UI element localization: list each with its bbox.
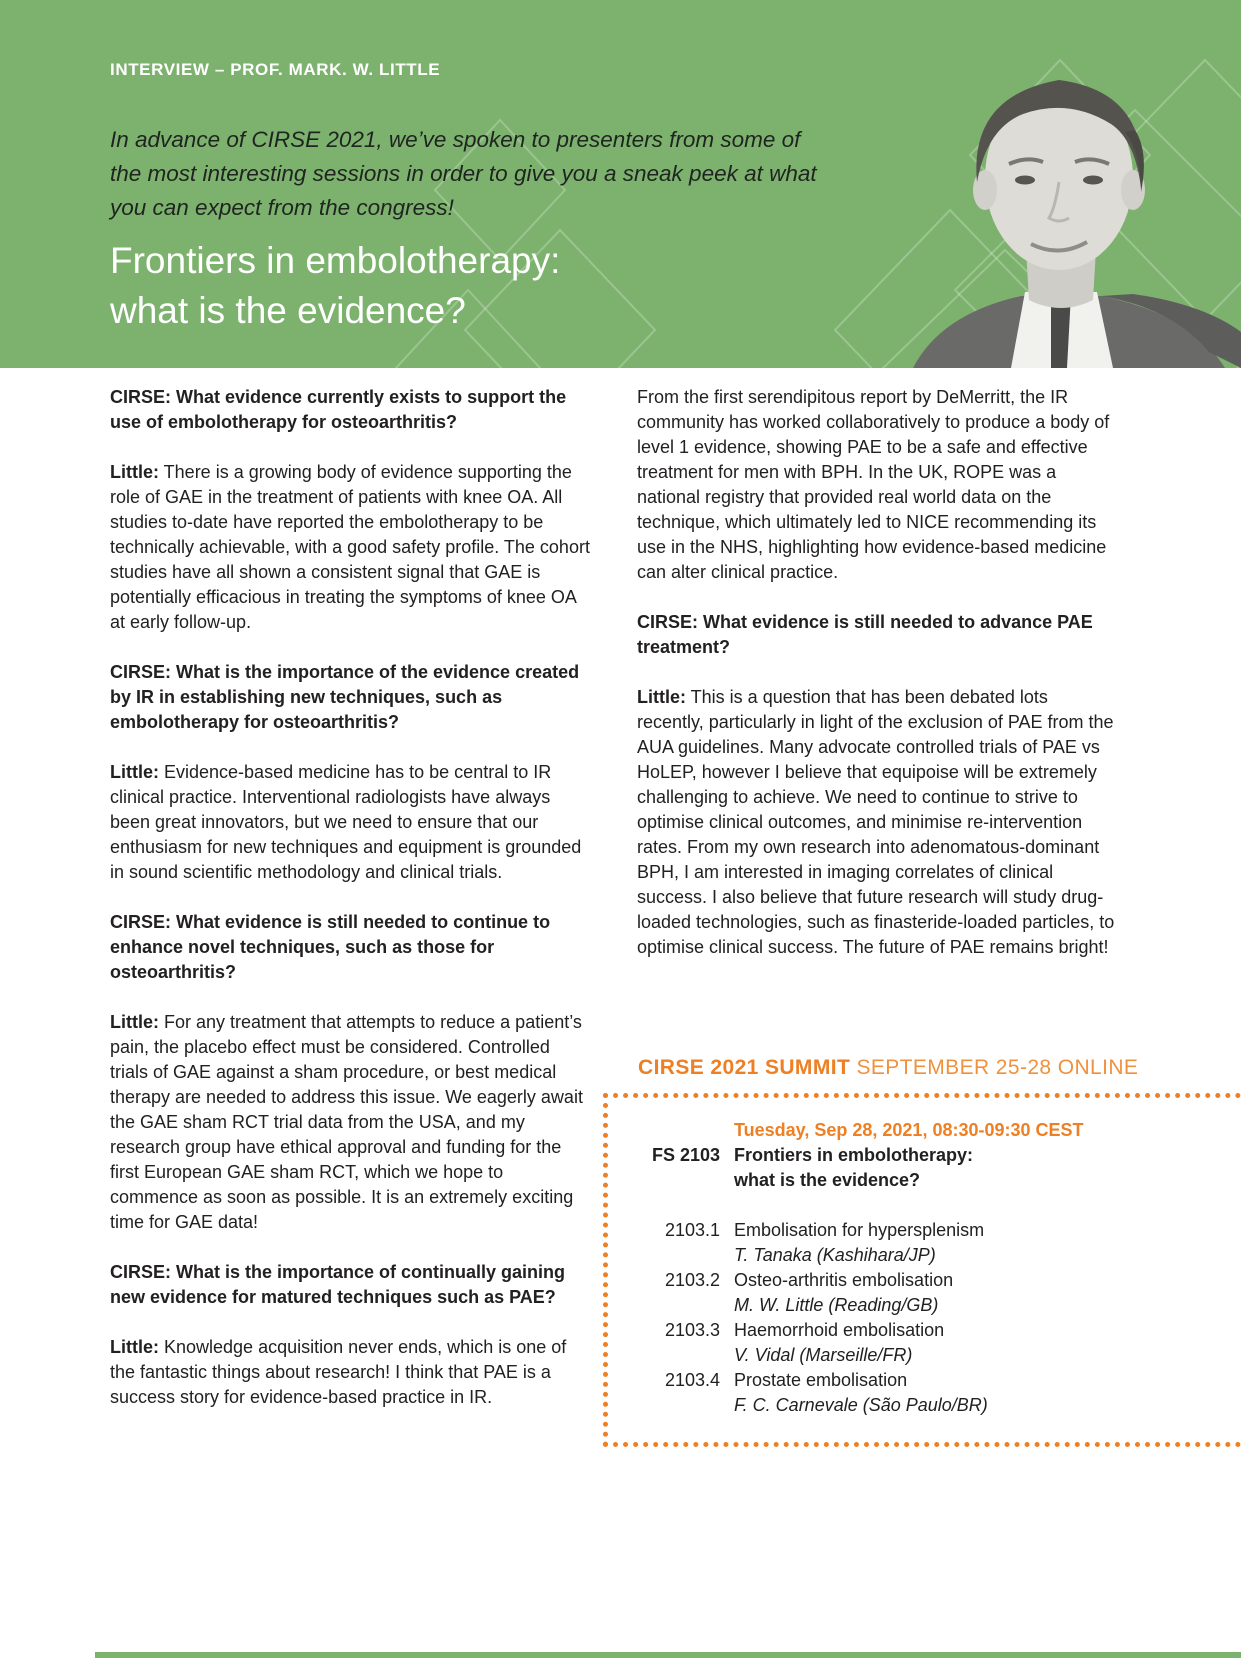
article-column-left: [110, 385, 592, 1435]
interview-answer: Little: Evidence-based medicine has to be central to IR clinical practice. Interventional radiologists have always been great innovators, but we need to ensure that our enthusiasm for new techniques and equipment is grounded in sound scientific methodology and clinical trials.: [110, 762, 582, 882]
summit-banner-light: SEPTEMBER 25-28 ONLINE: [856, 1056, 1139, 1079]
speaker-label: Little:: [110, 1012, 159, 1032]
interview-question: CIRSE: What is the importance of continually gaining new evidence for matured techniques such as PAE?: [110, 1262, 566, 1307]
hero-header: [0, 0, 1241, 368]
session-item-presenter: F. C. Carnevale (São Paulo/BR): [734, 1395, 988, 1415]
interview-answer: Little: For any treatment that attempts to reduce a patient’s pain, the placebo effect must be considered. Controlled trials of GAE against a sham procedure, or best medical therapy are needed to address this issue. We eagerly await the GAE sham RCT trial data from the USA, and my research group have ethical approval and funding for the first European GAE sham RCT, which we hope to commence as soon as possible. It is an extremely exciting time for GAE data!: [110, 1012, 583, 1232]
session-item-number: 2103.2: [664, 1270, 720, 1290]
session-title-line2: what is the evidence?: [734, 1170, 921, 1190]
speaker-label: Little:: [637, 687, 686, 707]
session-item-list: [608, 1218, 1241, 1418]
page-title-line1: Frontiers in embolotherapy:: [110, 240, 561, 281]
session-item-number: 2103.3: [664, 1320, 720, 1340]
session-item-presenter: M. W. Little (Reading/GB): [734, 1295, 939, 1315]
summit-banner-bold: CIRSE 2021 SUMMIT: [638, 1056, 851, 1079]
page-title: [110, 236, 560, 336]
interview-question: CIRSE: What is the importance of the evidence created by IR in establishing new techniques, such as embolotherapy for osteoarthritis?: [110, 662, 580, 732]
session-item-presenter: T. Tanaka (Kashihara/JP): [734, 1245, 936, 1265]
session-code: FS 2103: [651, 1145, 720, 1165]
session-item: [734, 1218, 1241, 1268]
session-item-title: Prostate embolisation: [734, 1370, 908, 1390]
footer-rule: [95, 1652, 1241, 1658]
summit-banner: [638, 1056, 1138, 1080]
interview-answer: Little: This is a question that has been debated lots recently, particularly in light of the exclusion of PAE from the AUA guidelines. Many advocate controlled trials of PAE vs HoLEP, however I believe that equipoise will be extremely challenging to achieve. We need to continue to strive to optimise clinical outcomes, and minimise re-intervention rates. From my own research into adenomatous-dominant BPH, I am interested in imaging correlates of clinical success. I also believe that future research will study drug-loaded technologies, such as finasteride-loaded particles, to optimise clinical success. The future of PAE remains bright!: [637, 687, 1115, 957]
interview-question: CIRSE: What evidence is still needed to continue to enhance novel techniques, such as those for osteoarthritis?: [110, 912, 551, 982]
speaker-label: Little:: [110, 462, 159, 482]
portrait-photo: [873, 32, 1241, 368]
session-item-number: 2103.1: [664, 1220, 720, 1240]
interview-answer: Little: There is a growing body of evidence supporting the role of GAE in the treatment of patients with knee OA. All studies to-date have reported the embolotherapy to be technically achievable, with a good safety profile. The cohort studies have all shown a consistent signal that GAE is potentially efficacious in treating the symptoms of knee OA at early follow-up.: [110, 462, 590, 632]
session-item-title: Embolisation for hypersplenism: [734, 1220, 985, 1240]
interview-answer: Little: Knowledge acquisition never ends, which is one of the fantastic things about research! I think that PAE is a success story for evidence-based practice in IR.: [110, 1337, 567, 1407]
interview-body: From the first serendipitous report by DeMerritt, the IR community has worked collaboratively to produce a body of level 1 evidence, showing PAE to be a safe and effective treatment for men with BPH. In the UK, ROPE was a national registry that provided real world data on the technique, which ultimately led to NICE recommending its use in the NHS, highlighting how evidence-based medicine can alter clinical practice.: [637, 387, 1110, 582]
interview-question: CIRSE: What evidence currently exists to support the use of embolotherapy for osteoarthritis?: [110, 387, 567, 432]
interview-question: CIRSE: What evidence is still needed to advance PAE treatment?: [637, 612, 1093, 657]
session-item-title: Haemorrhoid embolisation: [734, 1320, 945, 1340]
session-title: [734, 1143, 1241, 1193]
speaker-label: Little:: [110, 762, 159, 782]
intro-text: In advance of CIRSE 2021, we’ve spoken to presenters from some of the most interesting sessions in order to give you a sneak peek at what you can expect from the congress!: [110, 126, 817, 220]
kicker-label: INTERVIEW – PROF. MARK. W. LITTLE: [110, 60, 441, 79]
session-item-presenter: V. Vidal (Marseille/FR): [734, 1345, 913, 1365]
session-box: [603, 1093, 1241, 1447]
session-item: [734, 1368, 1241, 1418]
session-item: [734, 1268, 1241, 1318]
page-title-line2: what is the evidence?: [110, 290, 466, 331]
speaker-label: Little:: [110, 1337, 159, 1357]
session-datetime: Tuesday, Sep 28, 2021, 08:30-09:30 CEST: [734, 1120, 1084, 1140]
session-grid: [608, 1118, 1241, 1193]
article-column-right: [637, 385, 1119, 985]
session-item-title: Osteo-arthritis embolisation: [734, 1270, 954, 1290]
session-item: [734, 1318, 1241, 1368]
session-title-line1: Frontiers in embolotherapy:: [734, 1145, 974, 1165]
session-item-number: 2103.4: [664, 1370, 720, 1390]
